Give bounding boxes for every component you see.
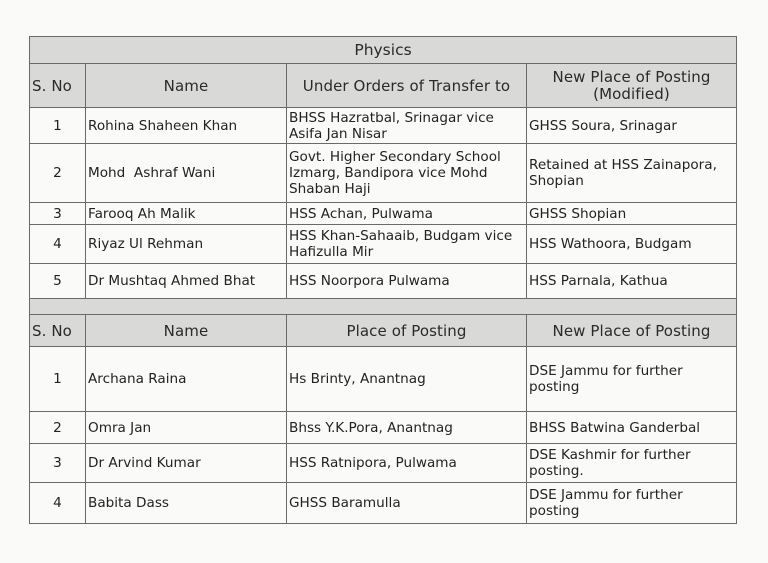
table-row [30,412,737,444]
table-spacer-row [30,299,737,315]
cell-name: Mohd Ashraf Wani [86,144,287,203]
posting-table [29,36,737,524]
cell-sno: 4 [30,483,86,524]
cell-transfer-to: BHSS Hazratbal, Srinagar vice Asifa Jan Nisar [287,108,527,144]
table-row [30,347,737,412]
cell-new-posting: HSS Parnala, Kathua [527,264,737,299]
cell-name: Archana Raina [86,347,287,412]
cell-name: Dr Mushtaq Ahmed Bhat [86,264,287,299]
header-new-posting-line1: New Place of Posting [552,67,711,86]
table-row [30,483,737,524]
header-name: Name [86,315,287,347]
cell-place-of-posting: Hs Brinty, Anantnag [287,347,527,412]
cell-sno: 5 [30,264,86,299]
section-title: Physics [30,37,737,64]
cell-sno: 3 [30,444,86,483]
table-row [30,444,737,483]
table-row [30,108,737,144]
cell-sno: 2 [30,412,86,444]
header-new-place-of-posting: New Place of Posting [527,315,737,347]
cell-new-posting: Retained at HSS Zainapora, Shopian [527,144,737,203]
cell-name: Omra Jan [86,412,287,444]
header-sno: S. No [30,64,86,108]
spacer-cell [30,299,737,315]
header-name: Name [86,64,287,108]
cell-transfer-to: HSS Noorpora Pulwama [287,264,527,299]
cell-new-posting: DSE Jammu for further posting [527,347,737,412]
table-row [30,225,737,264]
table2-header-row [30,315,737,347]
header-sno: S. No [30,315,86,347]
table-row [30,203,737,225]
cell-sno: 4 [30,225,86,264]
table-row [30,144,737,203]
cell-sno: 2 [30,144,86,203]
cell-new-posting: DSE Kashmir for further posting. [527,444,737,483]
table1-header-row [30,64,737,108]
cell-place-of-posting: Bhss Y.K.Pora, Anantnag [287,412,527,444]
cell-sno: 1 [30,108,86,144]
cell-transfer-to: Govt. Higher Secondary School Izmarg, Bandipora vice Mohd Shaban Haji [287,144,527,203]
cell-new-posting: BHSS Batwina Ganderbal [527,412,737,444]
cell-new-posting: DSE Jammu for further posting [527,483,737,524]
cell-transfer-to: HSS Khan-Sahaaib, Budgam vice Hafizulla Mir [287,225,527,264]
cell-name: Farooq Ah Malik [86,203,287,225]
header-new-posting-line2: (Modified) [593,84,670,103]
table-row [30,264,737,299]
cell-name: Riyaz Ul Rehman [86,225,287,264]
cell-sno: 3 [30,203,86,225]
cell-new-posting: HSS Wathoora, Budgam [527,225,737,264]
cell-sno: 1 [30,347,86,412]
cell-place-of-posting: HSS Ratnipora, Pulwama [287,444,527,483]
cell-name: Dr Arvind Kumar [86,444,287,483]
cell-new-posting: GHSS Shopian [527,203,737,225]
cell-name: Babita Dass [86,483,287,524]
cell-place-of-posting: GHSS Baramulla [287,483,527,524]
header-new-posting-modified [527,64,737,108]
header-transfer-to: Under Orders of Transfer to [287,64,527,108]
header-place-of-posting: Place of Posting [287,315,527,347]
cell-transfer-to: HSS Achan, Pulwama [287,203,527,225]
cell-new-posting: GHSS Soura, Srinagar [527,108,737,144]
section-title-row [30,37,737,64]
cell-name: Rohina Shaheen Khan [86,108,287,144]
